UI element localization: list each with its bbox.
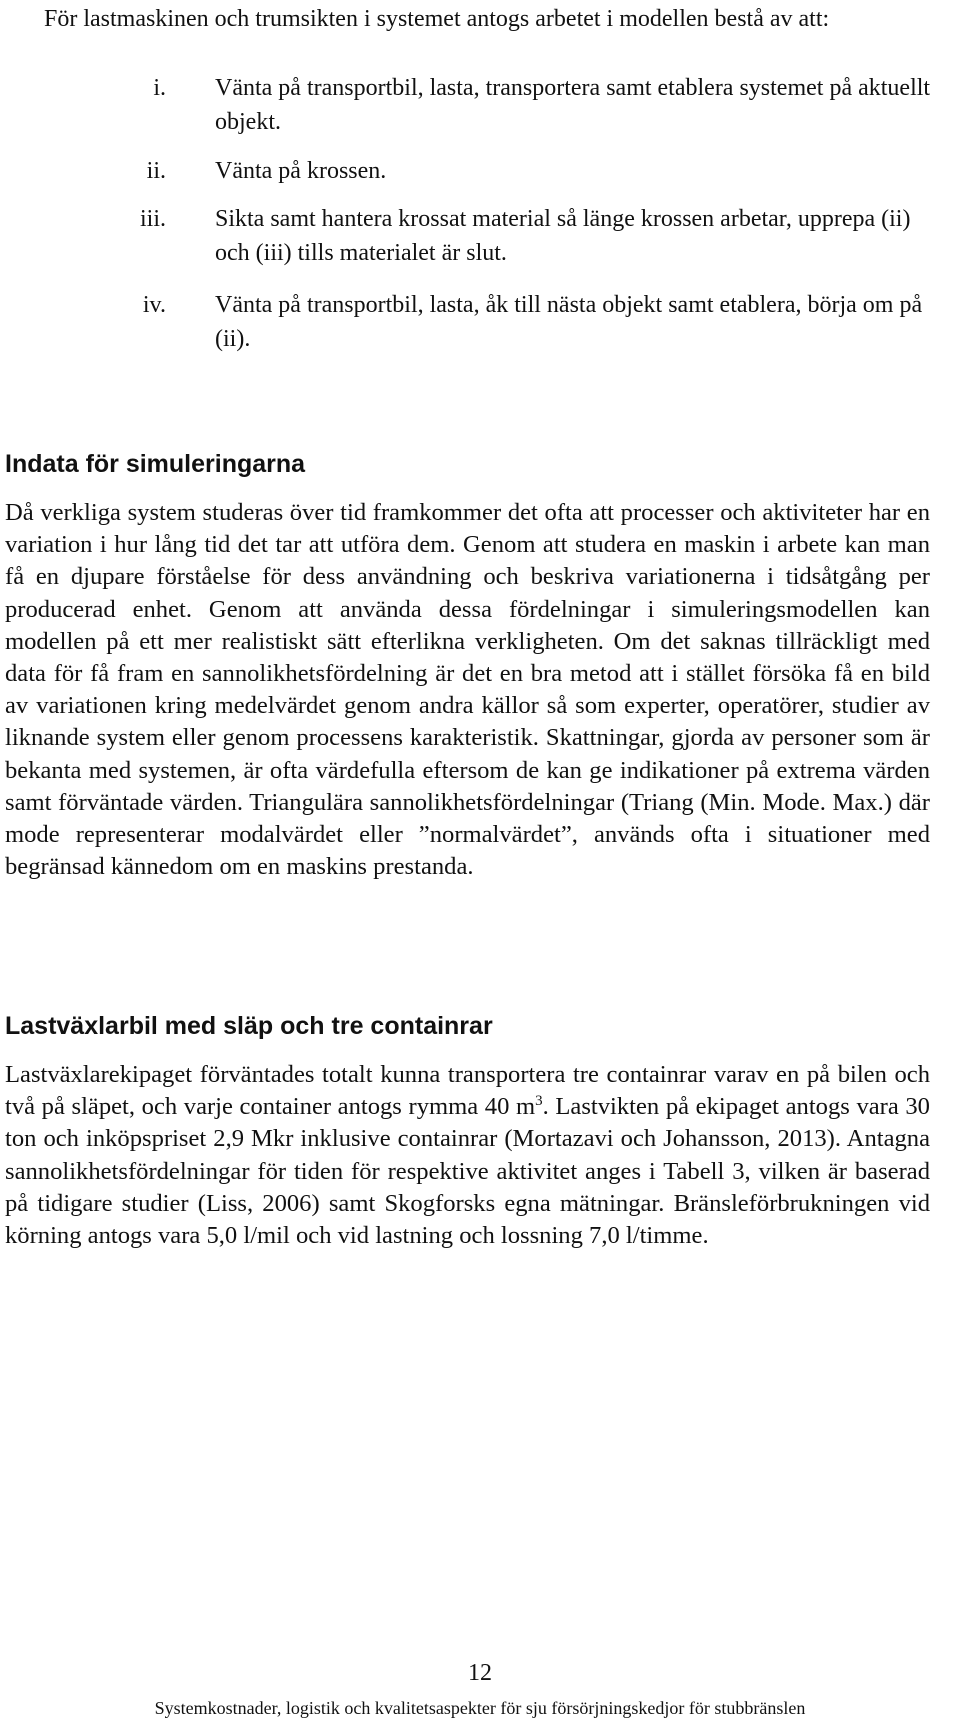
paragraph-text: . Lastvikten på ekipaget antogs vara 30 ton och inköpspriset 2,9 Mkr inklusive containrar (Mortazavi och Johansson, 2013). Antagna sannolikhetsfördelningar för tiden för respektive aktivitet anges i Tabell 3, vilken är baserad på tidigare studier (Liss, 2006) samt Skogforsks egna mätningar. Bränsleförbrukningen vid körning antogs vara 5,0 l/mil och vid lastning och lossning 7,0 l/timme. <box>5 1093 930 1250</box>
intro-paragraph: För lastmaskinen och trumsikten i systemet antogs arbetet i modellen bestå av att: <box>44 6 830 32</box>
superscript: 3 <box>535 1093 543 1110</box>
body-paragraph: Då verkliga system studeras över tid framkommer det ofta att processer och aktiviteter har en variation i hur lång tid det tar att utföra dem. Genom att studera en maskin i arbete kan man få en djupare förståelse för dess användning och beskriva variationerna i tidsåtgång per producerad enhet. Genom att använda dessa fördelningar i simuleringsmodellen kan modellen på ett mer realistiskt sätt efterlikna verkligheten. Om det saknas tillräckligt med data för få fram en sannolikhetsfördelning är det en bra metod att i stället försöka få en bild av variationen kring medelvärdet genom andra källor så som experter, operatörer, studier av liknande system eller genom processens karakteristik. Skattningar, gjorda av personer som är bekanta med systemen, är ofta värdefulla eftersom de kan ge indikationer på extrema värden samt förväntade värden. Triangulära sannolikhetsfördelningar (Triang (Min. Mode. Max.) där mode representerar modalvärdet eller ”normalvärdet”, används ofta i situationer med begränsad kännedom om en maskins prestanda. <box>5 499 930 881</box>
section-heading: Indata för simuleringarna <box>5 450 306 478</box>
list-item-text: Vänta på transportbil, lasta, transportera samt etablera systemet på aktuellt objekt. <box>215 75 931 135</box>
list-item-number: i. <box>153 75 166 101</box>
section-heading: Lastväxlarbil med släp och tre containrar <box>5 1012 493 1040</box>
paragraph-text: Lastväxlarekipaget förväntades totalt kunna transportera tre containrar varav en på bilen och två på släpet, och varje container antogs rymma 40 m <box>5 1061 930 1121</box>
list-item-text: Vänta på transportbil, lasta, åk till nästa objekt samt etablera, börja om på (ii). <box>215 292 923 352</box>
body-paragraph <box>5 1059 930 1252</box>
list-item-number: ii. <box>146 158 166 184</box>
list-item-text: Sikta samt hantera krossat material så länge krossen arbetar, upprepa (ii) och (iii) tills materialet är slut. <box>215 206 911 266</box>
list-item-number: iii. <box>139 206 166 232</box>
page-footer: Systemkostnader, logistik och kvalitetsaspekter för sju försörjningskedjor för stubbränslen <box>154 1698 806 1718</box>
list-item-number: iv. <box>142 292 166 318</box>
page-number: 12 <box>468 1660 492 1686</box>
list-item-text: Vänta på krossen. <box>215 158 387 184</box>
